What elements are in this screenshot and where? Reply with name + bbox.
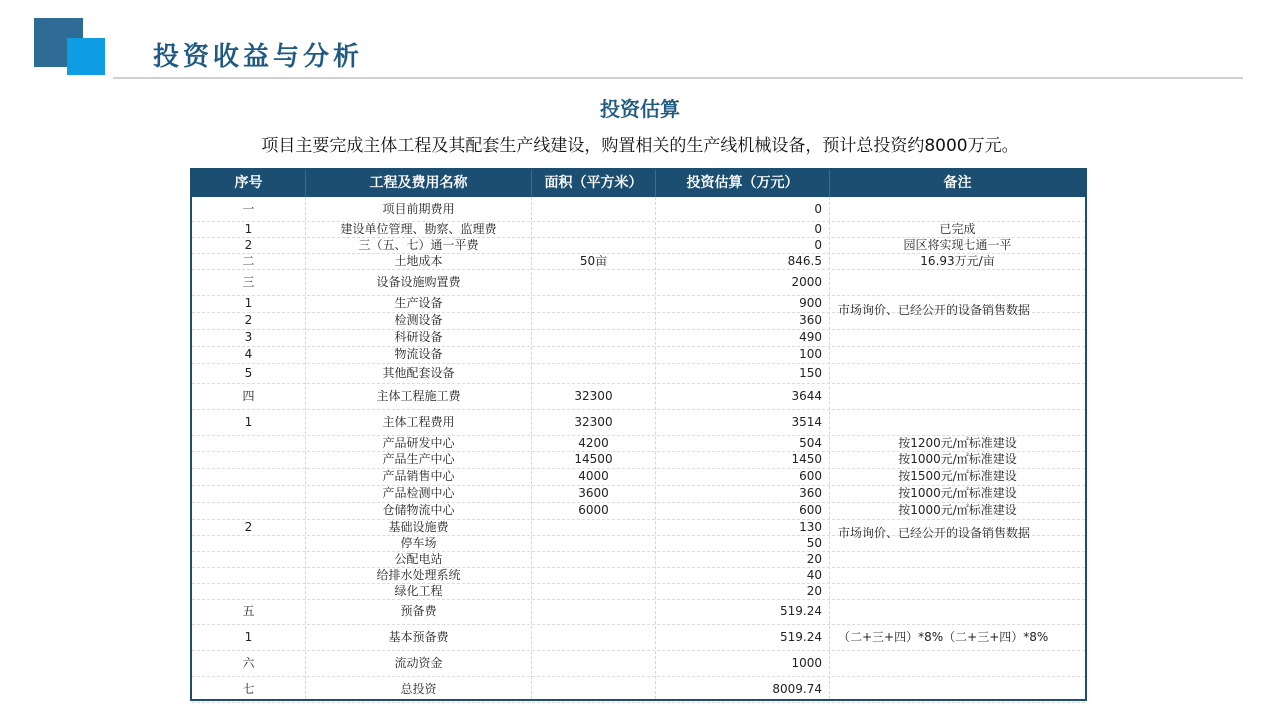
- row-area: [532, 567, 655, 583]
- row-number: 1: [244, 296, 253, 310]
- table-row: [192, 567, 1085, 584]
- page-title: 投资收益与分析: [153, 42, 364, 72]
- header-area: 面积（平方米）: [544, 175, 643, 191]
- row-area: [532, 676, 655, 702]
- row-number: 五: [242, 604, 255, 618]
- row-name: 产品研发中心: [382, 436, 455, 450]
- table-row: [192, 599, 1085, 625]
- row-investment: 50: [806, 536, 822, 550]
- row-number: 1: [244, 222, 253, 236]
- row-investment: 490: [799, 330, 822, 344]
- row-investment: 3514: [791, 415, 822, 429]
- table-row: [192, 485, 1085, 503]
- row-number: 三: [242, 275, 255, 289]
- row-investment: 40: [806, 568, 822, 582]
- row-name: 生产设备: [394, 296, 443, 310]
- row-investment: 900: [799, 296, 822, 310]
- row-investment: 360: [799, 486, 822, 500]
- row-number: 1: [244, 415, 253, 429]
- row-number: 2: [244, 313, 253, 327]
- row-name: 建设单位管理、勘察、监理费: [340, 222, 497, 236]
- table-row: [192, 624, 1085, 651]
- row-investment: 20: [806, 552, 822, 566]
- row-note: 已完成: [939, 222, 976, 236]
- row-area: 50亩: [579, 254, 608, 268]
- row-name: 总投资: [400, 682, 437, 696]
- row-area: [532, 197, 655, 221]
- table-row: [192, 383, 1085, 410]
- table-row: [192, 435, 1085, 452]
- row-area: [532, 312, 655, 329]
- row-note: 16.93万元/亩: [920, 254, 995, 268]
- row-area: [532, 535, 655, 551]
- table-row: [192, 502, 1085, 520]
- row-area: [532, 650, 655, 676]
- row-investment: 1450: [791, 452, 822, 466]
- table-row: [192, 551, 1085, 568]
- row-name: 其他配套设备: [382, 366, 455, 380]
- row-name: 物流设备: [394, 347, 443, 361]
- row-note: [830, 583, 1085, 599]
- row-number: 二: [242, 254, 255, 268]
- row-name: 项目前期费用: [382, 202, 455, 216]
- row-number: [192, 567, 305, 583]
- row-area: [532, 295, 655, 312]
- table-row: [192, 409, 1085, 436]
- row-investment: 846.5: [787, 254, 822, 268]
- table-row: [192, 676, 1085, 703]
- row-investment: 2000: [791, 275, 822, 289]
- row-note: 按1200元/㎡标准建设: [898, 436, 1017, 450]
- row-number: [192, 583, 305, 599]
- row-number: 3: [244, 330, 253, 344]
- table-row: [192, 329, 1085, 347]
- row-note: [830, 346, 1085, 363]
- row-name: 预备费: [400, 604, 437, 618]
- row-note: [830, 599, 1085, 624]
- table-row: [192, 197, 1085, 222]
- row-name: 产品销售中心: [382, 469, 455, 483]
- row-area: [532, 624, 655, 650]
- row-number: [192, 551, 305, 567]
- row-number: 六: [242, 656, 255, 670]
- row-note: [830, 676, 1085, 702]
- row-investment: 8009.74: [772, 682, 822, 696]
- header-no: 序号: [234, 175, 263, 191]
- row-number: 4: [244, 347, 253, 361]
- table-row: [192, 269, 1085, 296]
- row-name: 公配电站: [394, 552, 443, 566]
- table-row: [192, 221, 1085, 238]
- row-note: 园区将实现七通一平: [903, 238, 1012, 252]
- row-investment: 0: [814, 238, 822, 252]
- row-note: [830, 551, 1085, 567]
- row-investment: 600: [799, 503, 822, 517]
- row-number: 2: [244, 520, 253, 534]
- row-name: 检测设备: [394, 313, 443, 327]
- row-investment: 20: [806, 584, 822, 598]
- row-investment: 3644: [791, 389, 822, 403]
- row-name: 设备设施购置费: [376, 275, 461, 289]
- row-area: [532, 599, 655, 624]
- row-number: [192, 435, 305, 451]
- row-number: 七: [242, 682, 255, 696]
- row-name: 停车场: [400, 536, 437, 550]
- row-note: 按1500元/㎡标准建设: [898, 469, 1017, 483]
- row-area: [532, 221, 655, 237]
- table-row: [192, 346, 1085, 364]
- row-area: 6000: [578, 503, 609, 517]
- investment-table: [190, 168, 1087, 701]
- row-note: [830, 650, 1085, 676]
- row-name: 产品检测中心: [382, 486, 455, 500]
- row-name: 基础设施费: [388, 520, 449, 534]
- row-name: 主体工程费用: [382, 415, 455, 429]
- table-row: [192, 583, 1085, 600]
- row-investment: 504: [799, 436, 822, 450]
- row-note: 按1000元/㎡标准建设: [898, 503, 1017, 517]
- row-name: 三（五、七）通一平费: [358, 238, 479, 252]
- header-divider: [655, 170, 656, 197]
- table-row: [192, 363, 1085, 384]
- row-note: [830, 269, 1085, 295]
- row-investment: 519.24: [780, 630, 822, 644]
- row-area: [532, 551, 655, 567]
- row-investment: 130: [799, 520, 822, 534]
- logo-square-light: [67, 38, 105, 75]
- row-number: 5: [244, 366, 253, 380]
- table-row: [192, 237, 1085, 254]
- row-investment: 0: [814, 222, 822, 236]
- row-investment: 100: [799, 347, 822, 361]
- row-number: 一: [242, 202, 255, 216]
- table-row: [192, 253, 1085, 270]
- row-number: [192, 535, 305, 551]
- row-area: 32300: [574, 415, 613, 429]
- row-number: [192, 502, 305, 519]
- row-note: （二+三+四）*8%（二+三+四）*8%: [838, 630, 1049, 644]
- row-name: 产品生产中心: [382, 452, 455, 466]
- table-row: [192, 468, 1085, 486]
- row-investment: 1000: [791, 656, 822, 670]
- row-number: 1: [244, 630, 253, 644]
- row-area: 14500: [574, 452, 613, 466]
- row-number: 四: [242, 389, 255, 403]
- row-note: 按1000元/㎡标准建设: [898, 452, 1017, 466]
- row-investment: 519.24: [780, 604, 822, 618]
- row-note: [830, 329, 1085, 346]
- row-number: [192, 468, 305, 485]
- row-area: [532, 583, 655, 599]
- row-area: 4000: [578, 469, 609, 483]
- row-name: 流动资金: [394, 656, 443, 670]
- row-investment: 360: [799, 313, 822, 327]
- table-row: [192, 650, 1085, 677]
- row-number: [192, 451, 305, 468]
- row-note: [830, 197, 1085, 221]
- header-divider: [829, 170, 830, 197]
- header-note: 备注: [943, 175, 972, 191]
- row-note: [830, 363, 1085, 383]
- table-row: [192, 451, 1085, 469]
- row-name: 科研设备: [394, 330, 443, 344]
- row-name: 绿化工程: [394, 584, 443, 598]
- row-area: [532, 329, 655, 346]
- row-area: 4200: [578, 436, 609, 450]
- header-investment: 投资估算（万元）: [686, 175, 799, 191]
- title-divider: [113, 77, 1243, 79]
- header-divider: [305, 170, 306, 197]
- row-number: [192, 485, 305, 502]
- row-note: 按1000元/㎡标准建设: [898, 486, 1017, 500]
- row-area: [532, 346, 655, 363]
- row-area: [532, 519, 655, 535]
- equipment-note: 市场询价、已经公开的设备销售数据: [838, 303, 1031, 317]
- header-name: 工程及费用名称: [369, 175, 468, 191]
- row-name: 基本预备费: [388, 630, 449, 644]
- row-area: [532, 269, 655, 295]
- row-name: 给排水处理系统: [376, 568, 461, 582]
- section-intro: 项目主要完成主体工程及其配套生产线建设，购置相关的生产线机械设备，预计总投资约8000万元。: [261, 136, 1019, 156]
- table-header: [192, 170, 1085, 197]
- row-investment: 600: [799, 469, 822, 483]
- row-note: [830, 383, 1085, 409]
- row-number: 2: [244, 238, 253, 252]
- row-area: 32300: [574, 389, 613, 403]
- row-area: 3600: [578, 486, 609, 500]
- row-area: [532, 363, 655, 383]
- row-name: 仓储物流中心: [382, 503, 455, 517]
- section-title: 投资估算: [600, 97, 680, 121]
- row-name: 土地成本: [394, 254, 443, 268]
- row-name: 主体工程施工费: [376, 389, 461, 403]
- row-note: [830, 409, 1085, 435]
- row-note: [830, 567, 1085, 583]
- row-investment: 150: [799, 366, 822, 380]
- header-divider: [531, 170, 532, 197]
- infrastructure-note: 市场询价、已经公开的设备销售数据: [838, 526, 1031, 540]
- row-area: [532, 237, 655, 253]
- row-investment: 0: [814, 202, 822, 216]
